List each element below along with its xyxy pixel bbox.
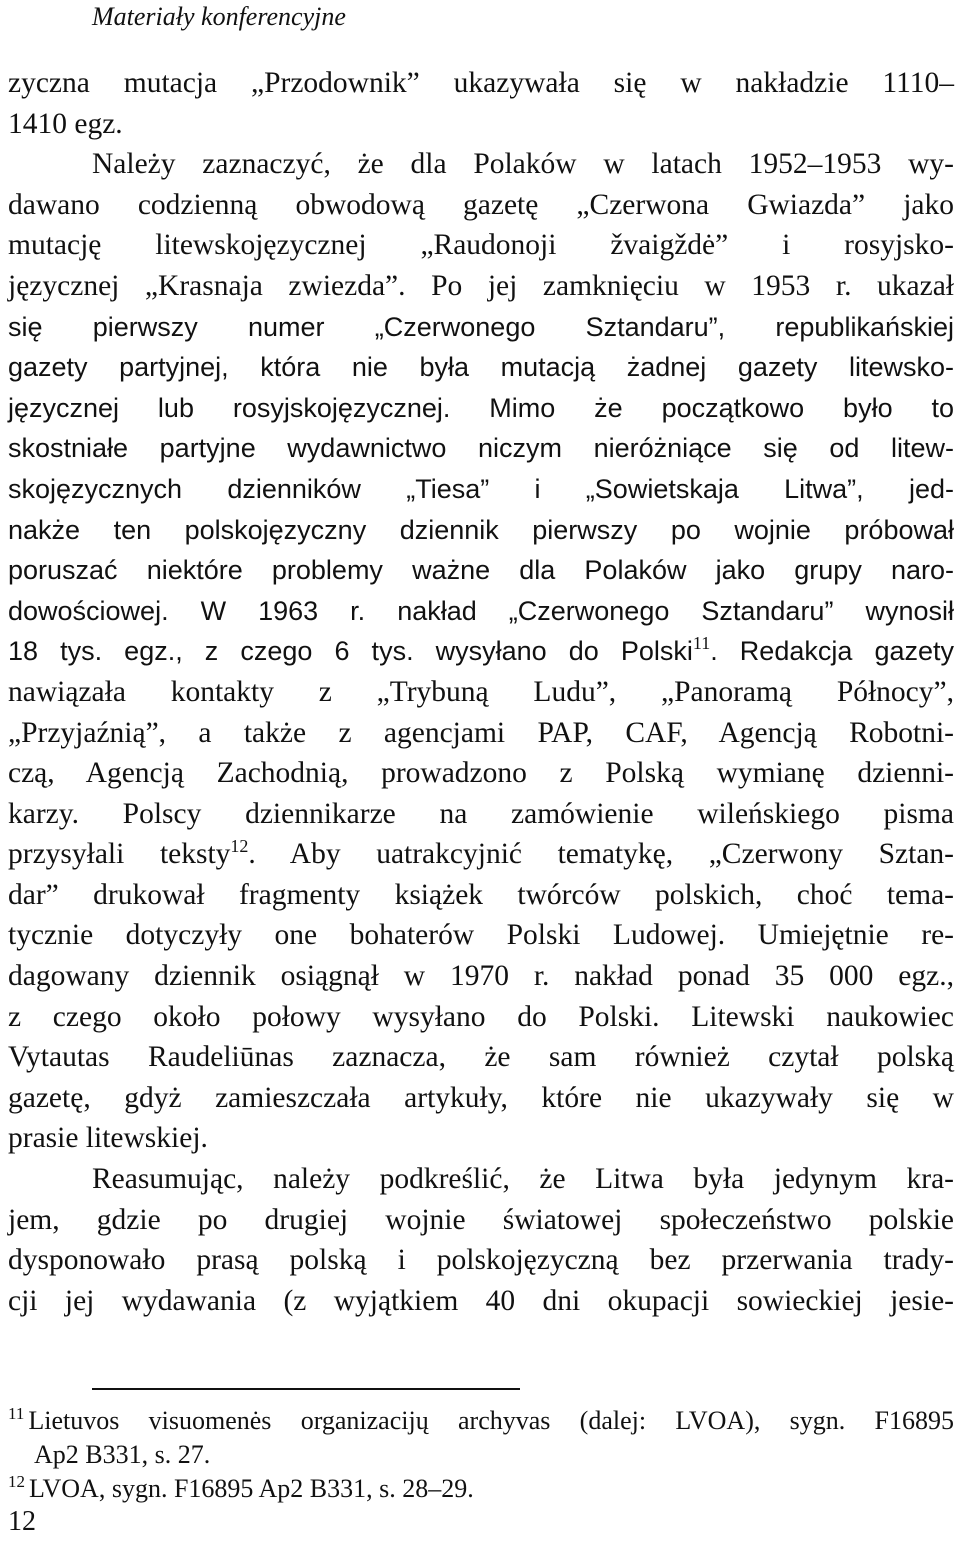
text-line: Vytautas Raudeliūnas zaznacza, że sam również czytał polską <box>8 1041 954 1074</box>
text-line: się pierwszy numer „Czerwonego Sztandaru”, republikańskiej <box>8 311 954 342</box>
text-line: „Przyjaźnią”, a także z agencjami PAP, CAF, Agencją Robotni- <box>8 716 954 749</box>
text-line: nawiązała kontakty z „Trybuną Ludu”, „Panoramą Północy”, <box>8 675 954 708</box>
footnote-11 <box>8 1404 954 1438</box>
document-page <box>8 0 954 1545</box>
text-line: dawano codzienną obwodową gazetę „Czerwona Gwiazda” jako <box>8 188 954 221</box>
text-line: zyczna mutacja „Przodownik” ukazywała się w nakładzie 1110– <box>8 67 954 99</box>
text-line: nakże ten polskojęzyczny dziennik pierwszy po wojnie próbował <box>8 514 954 545</box>
text-segment: . Redakcja gazety <box>710 636 954 667</box>
footnote-ref[interactable]: 12 <box>230 836 249 857</box>
text-line: poruszać niektóre problemy ważne dla Polaków jako grupy naro- <box>8 555 954 586</box>
text-line: mutację litewskojęzycznej „Raudonoji žvaigždė” i rosyjsko- <box>8 229 954 262</box>
text-line <box>8 834 954 875</box>
text-line: dysponowało prasą polską i polskojęzyczną bez przerwania trady- <box>8 1244 954 1277</box>
text-line: jem, gdzie po drugiej wojnie światowej społeczeństwo polskie <box>8 1203 954 1236</box>
text-line: języcznej „Krasnaja zwiezda”. Po jej zamknięciu w 1953 r. ukazał <box>8 269 954 302</box>
footnotes <box>8 1404 954 1506</box>
text-line: dar” drukował fragmenty książek twórców polskich, choć tema- <box>8 878 954 911</box>
footnote-number: 11 <box>8 1404 25 1423</box>
footnote-divider <box>92 1388 520 1390</box>
running-header: Materiały konferencyjne <box>92 2 346 31</box>
text-segment: 18 tys. egz., z czego 6 tys. wysyłano do Polski <box>8 636 693 667</box>
text-line <box>8 631 954 672</box>
footnote-12 <box>8 1472 954 1506</box>
footnote-text: LVOA, sygn. F16895 Ap2 B331, s. 28–29. <box>29 1474 474 1503</box>
text-line: Należy zaznaczyć, że dla Polaków w latach 1952–1953 wy- <box>92 148 954 181</box>
text-line: skojęzycznych dzienników „Tiesa” i „Sowietskaja Litwa”, jed- <box>8 473 954 504</box>
text-line: karzy. Polscy dziennikarze na zamówienie wileńskiego pisma <box>8 797 954 830</box>
text-line: 1410 egz. <box>8 107 123 140</box>
text-line: dowościowej. W 1963 r. nakład „Czerwonego Sztandaru” wynosił <box>8 595 954 626</box>
text-line: Reasumując, należy podkreślić, że Litwa była jedynym kra- <box>92 1163 954 1196</box>
footnote-11-continued: Ap2 B331, s. 27. <box>34 1440 211 1469</box>
text-line: cji jej wydawania (z wyjątkiem 40 dni okupacji sowieckiej jesie- <box>8 1284 954 1317</box>
footnote-number: 12 <box>8 1472 25 1491</box>
text-line: prasie litewskiej. <box>8 1122 208 1155</box>
text-line: skostniałe partyjne wydawnictwo niczym nieróżniące się od litew- <box>8 433 954 464</box>
text-line: czą, Agencją Zachodnią, prowadzono z Polską wymianę dzienni- <box>8 757 954 790</box>
text-line: z czego około połowy wysyłano do Polski. Litewski naukowiec <box>8 1000 954 1033</box>
text-segment: . Aby uatrakcyjnić tematykę, „Czerwony Sztan- <box>248 838 955 871</box>
text-line: języcznej lub rosyjskojęzycznej. Mimo że początkowo było to <box>8 392 954 423</box>
text-line: tycznie dotyczyły one bohaterów Polski Ludowej. Umiejętnie re- <box>8 919 954 952</box>
text-line: gazety partyjnej, która nie była mutacją żadnej gazety litewsko- <box>8 352 954 383</box>
text-line: gazetę, gdyż zamieszczała artykuły, które nie ukazywały się w <box>8 1081 954 1114</box>
footnote-text: Lietuvos visuomenės organizacijų archyvas (dalej: LVOA), sygn. F16895 <box>28 1406 954 1435</box>
body-text <box>8 63 954 1321</box>
text-segment: przysyłali teksty <box>8 838 231 871</box>
footnote-ref[interactable]: 11 <box>692 633 711 654</box>
page-number: 12 <box>8 1506 36 1537</box>
text-line: dagowany dziennik osiągnął w 1970 r. nakład ponad 35 000 egz., <box>8 960 954 993</box>
